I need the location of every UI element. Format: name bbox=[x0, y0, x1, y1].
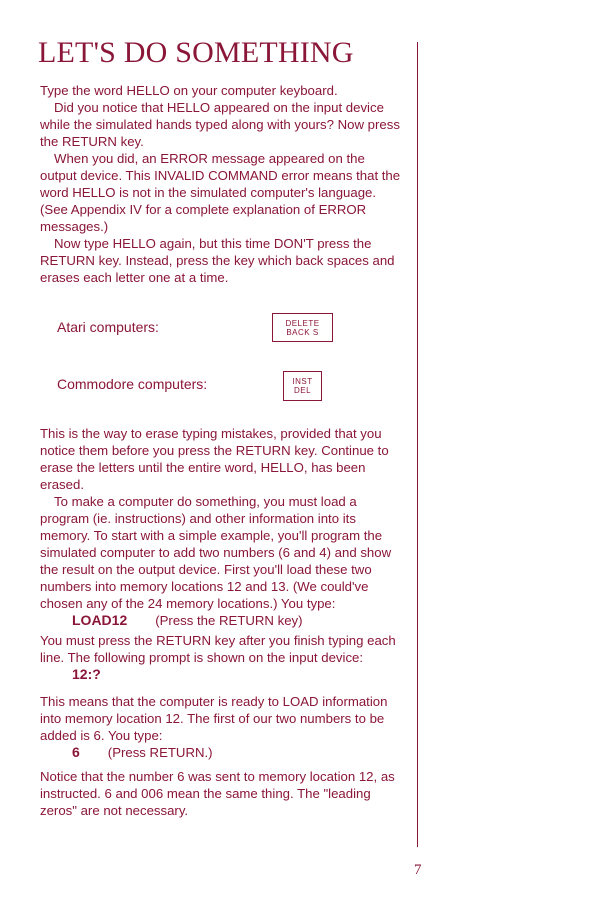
body-paragraph: Notice that the number 6 was sent to memory location 12, as instructed. 6 and 006 mean the same thing. The "leading zeros" are not necessary. bbox=[40, 769, 395, 818]
intro-paragraph: Now type HELLO again, but this time DON'T press the RETURN key. Instead, press the key which back spaces and erases each letter one at a time. bbox=[40, 236, 395, 285]
delete-key-icon bbox=[272, 313, 333, 342]
body-paragraph: You must press the RETURN key after you finish typing each line. The following prompt is shown on the input device: bbox=[40, 633, 396, 665]
command-code: LOAD12 bbox=[72, 612, 128, 628]
margin-rule bbox=[417, 42, 418, 847]
intro-paragraph: When you did, an ERROR message appeared on the output device. This INVALID COMMAND error means that the word HELLO is not in the simulated computer's language. (See Appendix IV for a complete explanation of ERROR messages.) bbox=[40, 151, 401, 234]
body-paragraph: This means that the computer is ready to LOAD information into memory location 12. The first of our two numbers to be added is 6. You type: bbox=[40, 694, 388, 743]
prompt-line bbox=[40, 666, 405, 683]
key-line: DEL bbox=[293, 386, 312, 395]
commodore-key-label: Commodore computers: bbox=[57, 376, 208, 392]
body-paragraph: To make a computer do something, you must load a program (ie. instructions) and other information into its memory. To start with a simple example, you'll program the simulated computer to add two numbers (6 and 4) and show the result on the output device. First you'll load these two numbers into memory locations 12 and 13. (We could've chosen any of the 24 memory locations.) You type: bbox=[40, 494, 392, 611]
command-code: 6 bbox=[72, 744, 80, 760]
intro-section bbox=[40, 82, 405, 286]
body-section bbox=[40, 425, 405, 819]
key-line: DELETE bbox=[285, 318, 320, 328]
command-line bbox=[40, 744, 405, 761]
prompt-text: 12:? bbox=[72, 666, 101, 682]
intro-paragraph: Type the word HELLO on your computer keyboard. bbox=[40, 83, 338, 98]
inst-del-key-icon bbox=[283, 371, 322, 401]
command-note: (Press RETURN.) bbox=[107, 745, 213, 760]
page-number: 7 bbox=[414, 862, 422, 878]
intro-paragraph: Did you notice that HELLO appeared on the input device while the simulated hands typed along with yours? Now press the RETURN key. bbox=[40, 100, 400, 149]
key-line: INST bbox=[292, 377, 313, 386]
page-title: LET'S DO SOMETHING bbox=[38, 36, 354, 69]
body-paragraph: This is the way to erase typing mistakes, provided that you notice them before you press the RETURN key. Continue to erase the letters until the entire word, HELLO, has been erased. bbox=[40, 426, 389, 492]
atari-key-label: Atari computers: bbox=[57, 319, 159, 335]
command-note: (Press the RETURN key) bbox=[155, 613, 303, 628]
command-line bbox=[40, 612, 405, 629]
key-line: BACK S bbox=[286, 327, 319, 337]
